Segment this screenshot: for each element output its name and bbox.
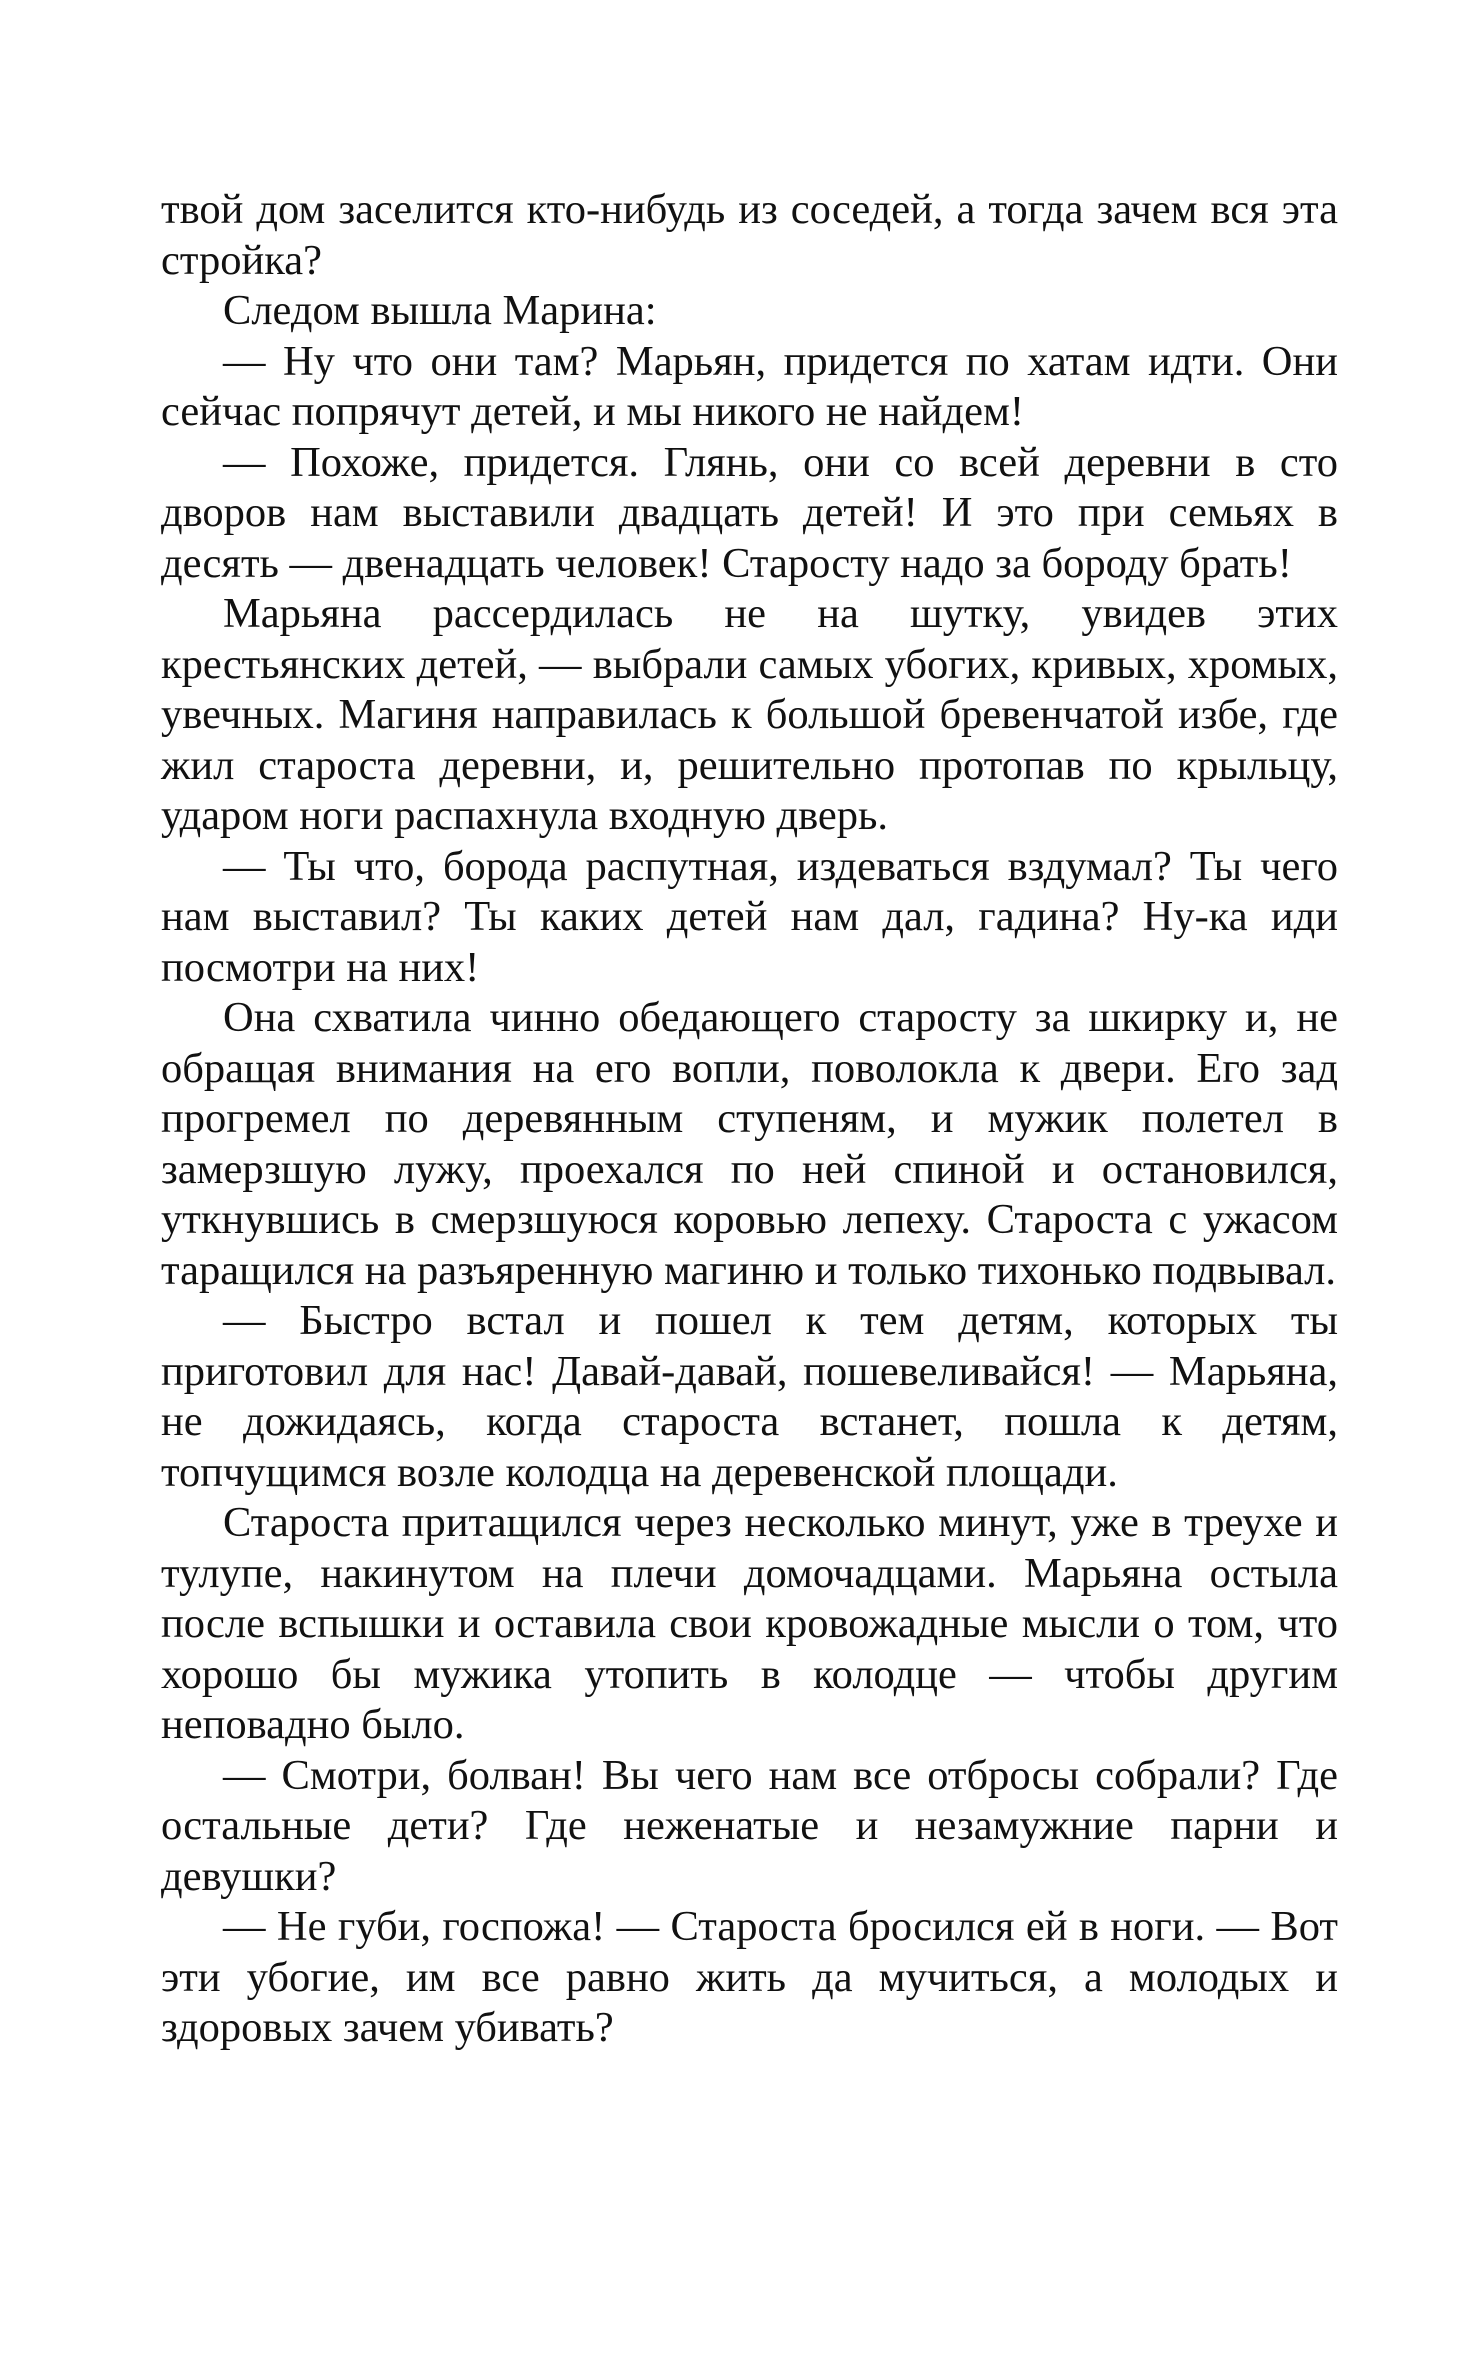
paragraph-6: — Ты что, борода распутная, издеваться вздумал? Ты чего нам выставил? Ты каких детей нам дал, гадина? Ну-ка иди посмотри на них! [161, 842, 1338, 991]
paragraph-4: — Похоже, придется. Глянь, они со всей деревни в сто дворов нам выставили двадцать детей! И это при семьях в десять — двенадцать человек! Старосту надо за бороду брать! [161, 438, 1338, 587]
paragraph-9: Староста притащился через несколько минут, уже в треухе и тулупе, накинутом на плечи домочадцами. Марьяна остыла после вспышки и оставила свои кровожадные мысли о том, что хорошо бы мужика утопить в колодце — чтобы другим неповадно было. [161, 1499, 1338, 1748]
paragraph-8: — Быстро встал и пошел к тем детям, которых ты приготовил для нас! Давай-давай, пошевеливайся! — Марьяна, не дожидаясь, когда староста встанет, пошла к детям, топчущимся возле колодца на деревенской площади. [161, 1297, 1338, 1496]
paragraph-3: — Ну что они там? Марьян, придется по хатам идти. Они сейчас попрячут детей, и мы никого не найдем! [161, 337, 1338, 435]
paragraph-7: Она схватила чинно обедающего старосту за шкирку и, не обращая внимания на его вопли, поволокла к двери. Его зад прогремел по деревянным ступеням, и мужик полетел в замерзшую лужу, проехался по ней спиной и остановился, уткнувшись в смерзшуюся коровью лепеху. Староста с ужасом таращился на разъяренную магиню и только тихонько подвывал. [161, 994, 1338, 1294]
page-text [161, 185, 1338, 2054]
paragraph-1: твой дом заселится кто-нибудь из соседей, а тогда зачем вся эта стройка? [161, 186, 1338, 284]
paragraph-5: Марьяна рассердилась не на шутку, увидев этих крестьянских детей, — выбрали самых убогих, кривых, хромых, увечных. Магиня направилась к большой бревенчатой избе, где жил староста деревни, и, решительно протопав по крыльцу, ударом ноги распахнула входную дверь. [161, 590, 1338, 839]
paragraph-2: Следом вышла Марина: [223, 287, 657, 334]
paragraph-11: — Не губи, госпожа! — Староста бросился ей в ноги. — Вот эти убогие, им все равно жить да мучиться, а молодых и здоровых зачем убивать? [161, 1903, 1338, 2051]
paragraph-10: — Смотри, болван! Вы чего нам все отбросы собрали? Где остальные дети? Где неженатые и незамужние парни и девушки? [161, 1751, 1338, 1900]
